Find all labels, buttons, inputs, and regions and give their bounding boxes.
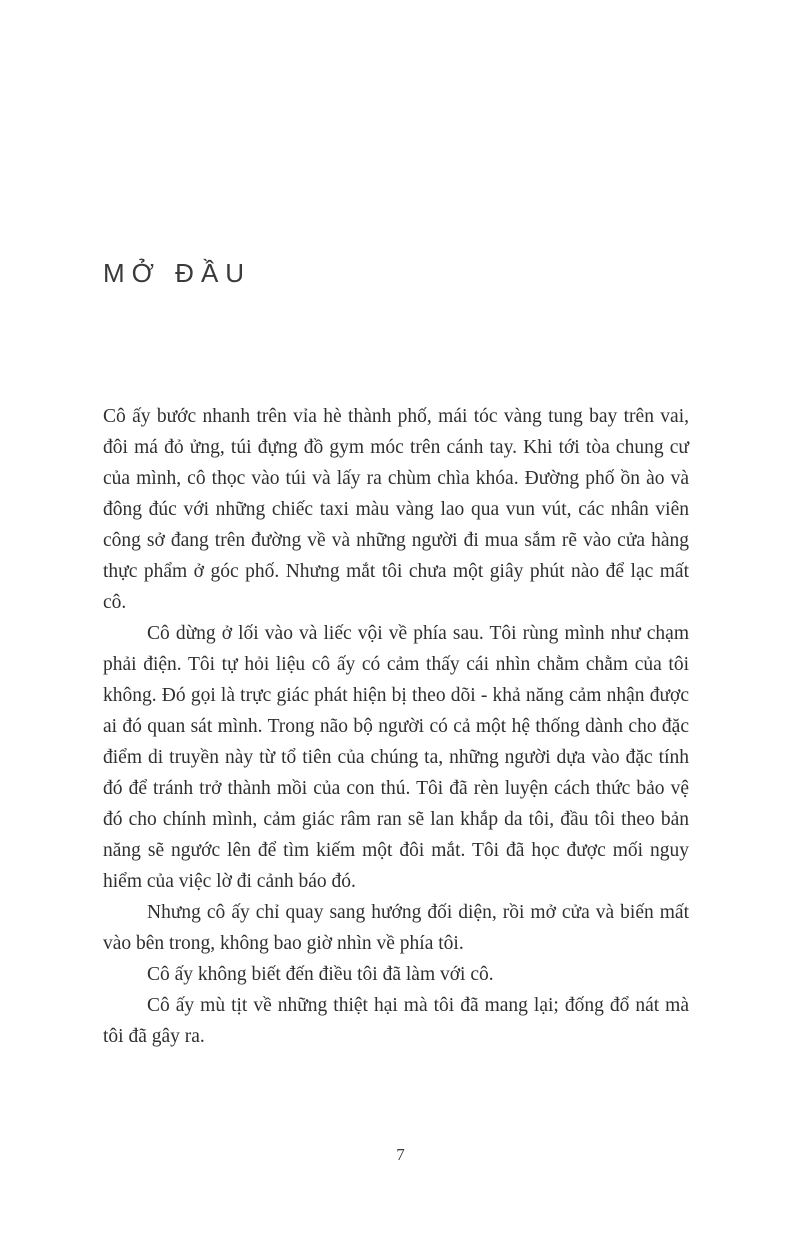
body-text — [103, 401, 689, 1052]
paragraph: Cô ấy bước nhanh trên vỉa hè thành phố, mái tóc vàng tung bay trên vai, đôi má đỏ ửng, túi đựng đồ gym móc trên cánh tay. Khi tới tòa chung cư của mình, cô thọc vào túi và lấy ra chùm chìa khóa. Đường phố ồn ào và đông đúc với những chiếc taxi màu vàng lao qua vun vút, các nhân viên công sở đang trên đường về và những người đi mua sắm rẽ vào cửa hàng thực phẩm ở góc phố. Nhưng mắt tôi chưa một giây phút nào để lạc mất cô. — [103, 406, 689, 613]
paragraph: Cô ấy không biết đến điều tôi đã làm với cô. — [147, 964, 494, 985]
paragraph: Cô ấy mù tịt về những thiệt hại mà tôi đã mang lại; đống đổ nát mà tôi đã gây ra. — [103, 995, 689, 1047]
paragraph: Cô dừng ở lối vào và liếc vội về phía sau. Tôi rùng mình như chạm phải điện. Tôi tự hỏi liệu cô ấy có cảm thấy cái nhìn chằm chằm của tôi không. Đó gọi là trực giác phát hiện bị theo dõi - khả năng cảm nhận được ai đó quan sát mình. Trong não bộ người có cả một hệ thống dành cho đặc điểm di truyền này từ tổ tiên của chúng ta, những người dựa vào đặc tính đó để tránh trở thành mồi của con thú. Tôi đã rèn luyện cách thức bảo vệ đó cho chính mình, cảm giác râm ran sẽ lan khắp da tôi, đầu tôi theo bản năng sẽ ngước lên để tìm kiếm một đôi mắt. Tôi đã học được mối nguy hiểm của việc lờ đi cảnh báo đó. — [103, 623, 689, 892]
page-number: 7 — [396, 1145, 405, 1164]
chapter-title: MỞ ĐẦU — [103, 258, 252, 288]
paragraph: Nhưng cô ấy chỉ quay sang hướng đối diện, rồi mở cửa và biến mất vào bên trong, không bao giờ nhìn về phía tôi. — [103, 902, 689, 954]
